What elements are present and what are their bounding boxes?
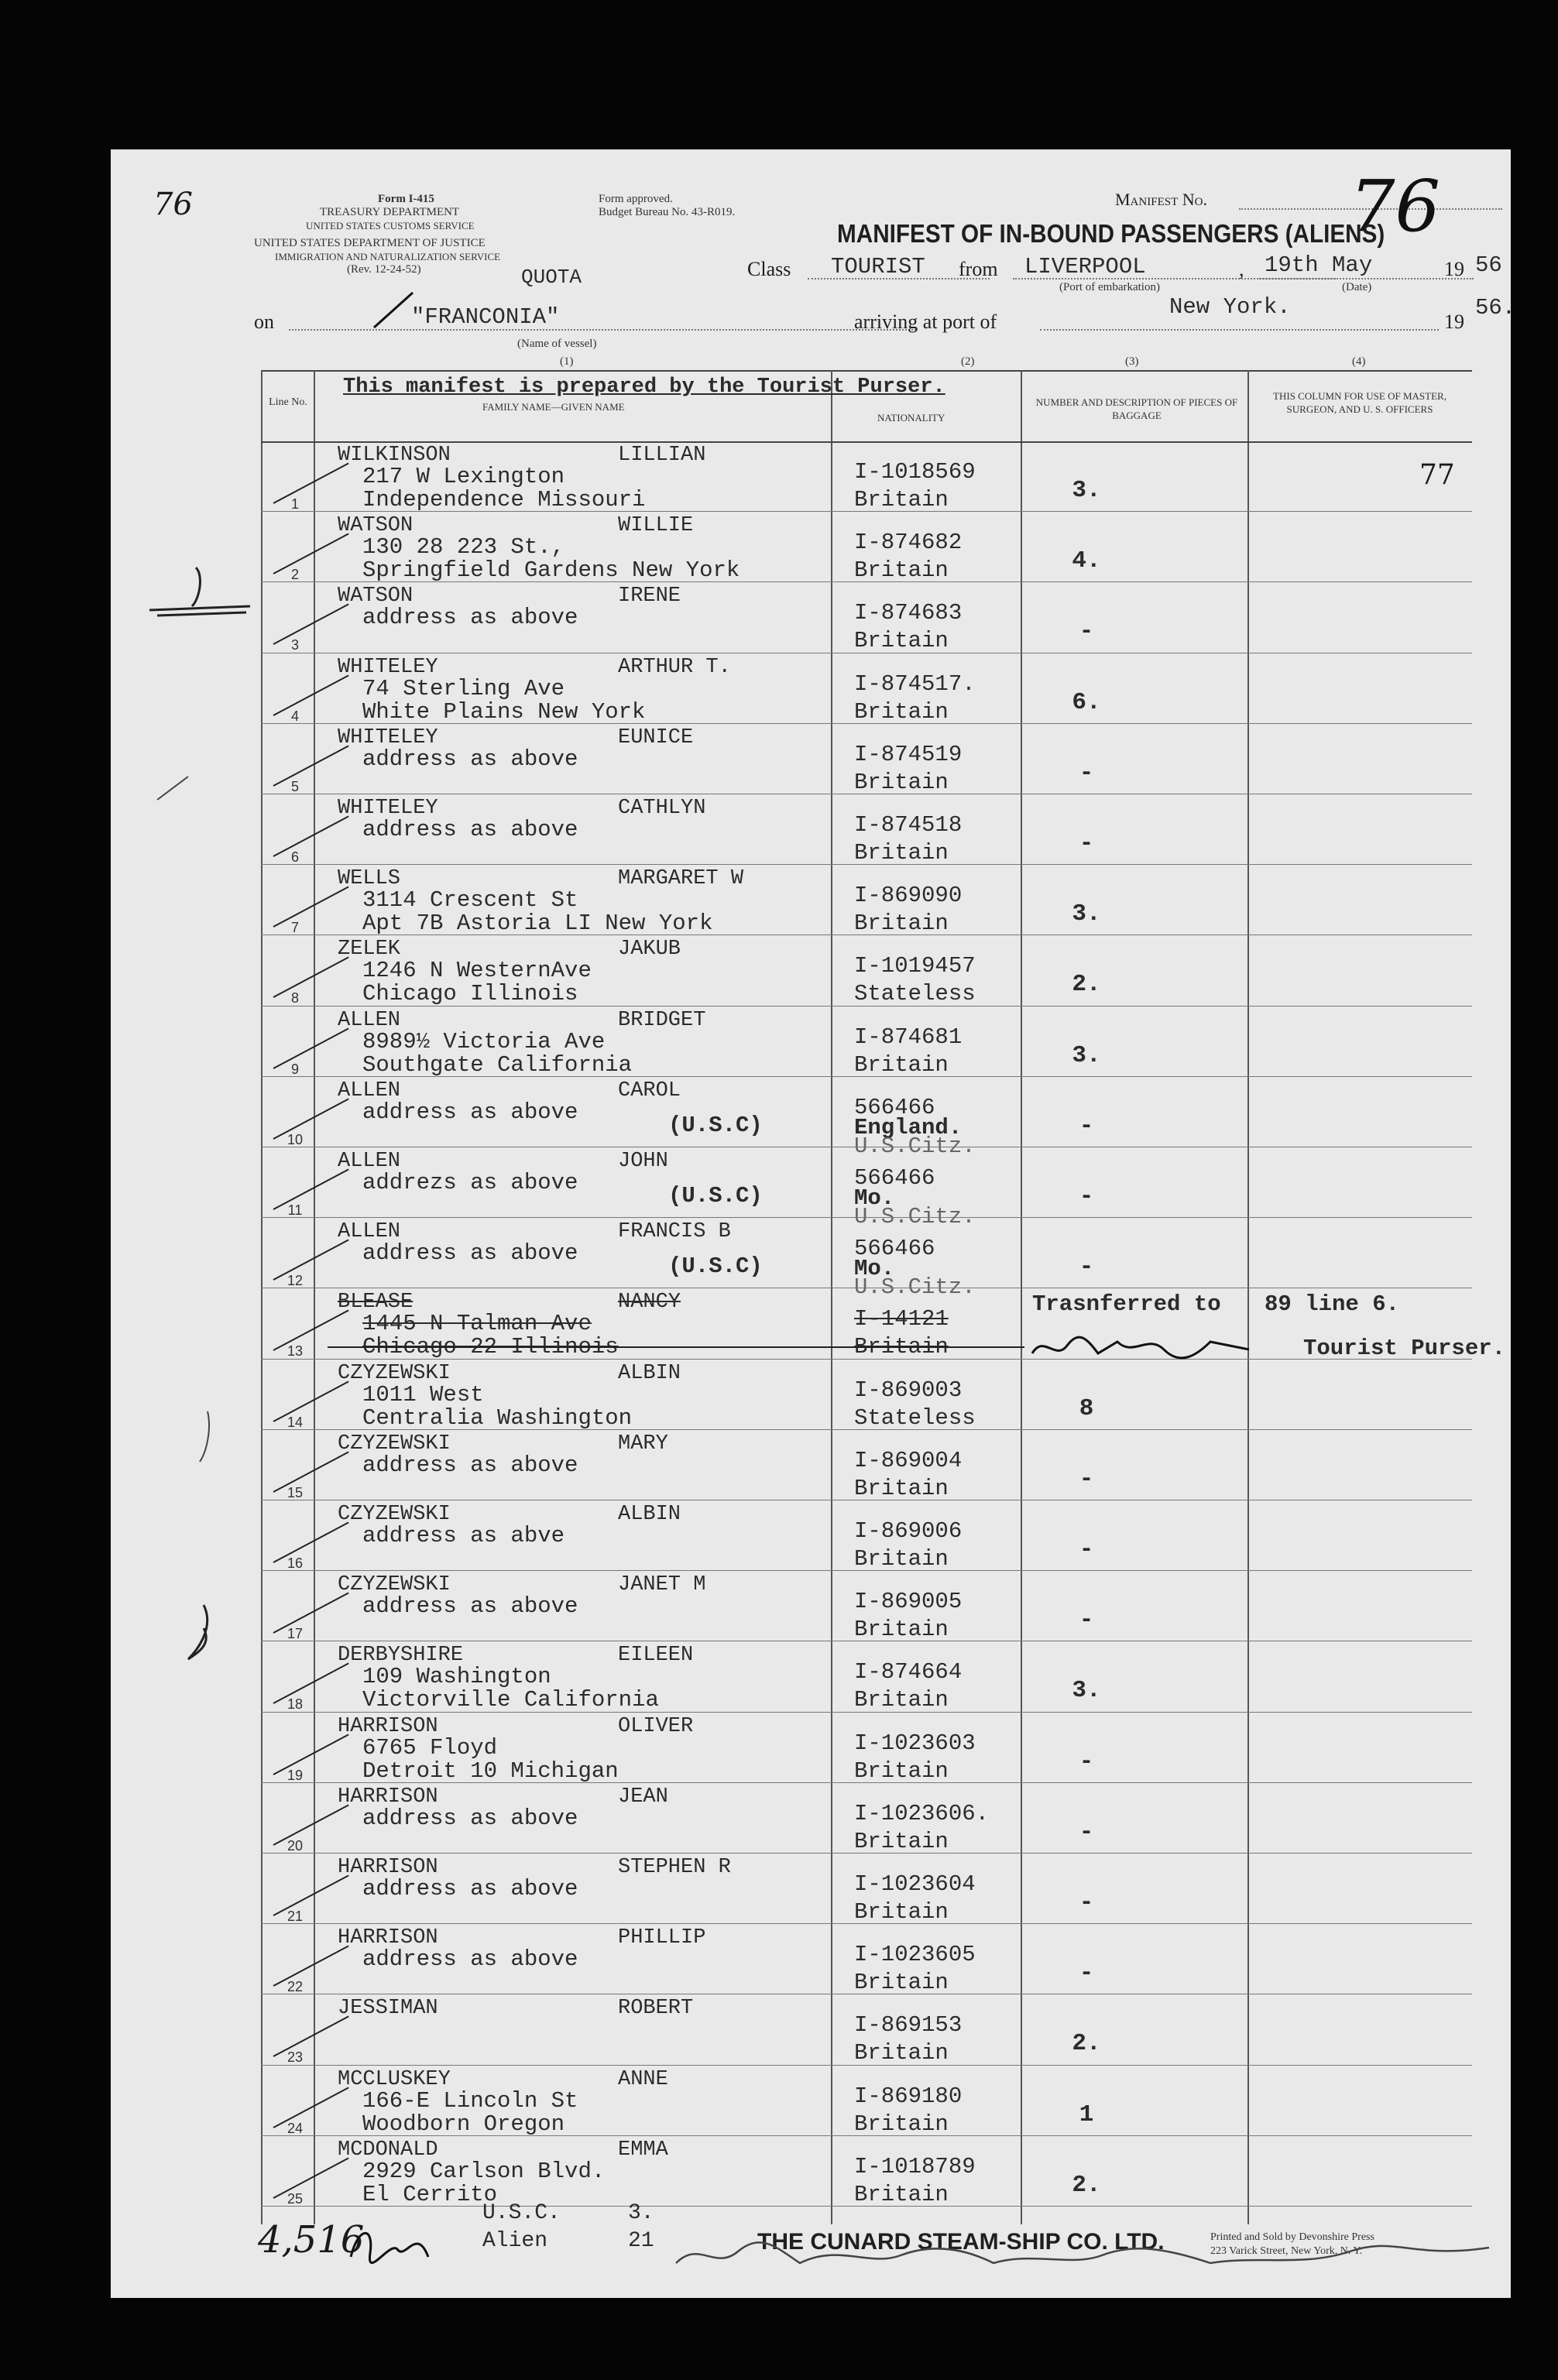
alien-registration-number: I-874519 [854, 741, 963, 767]
address-line-1: 217 W Lexington [362, 464, 565, 489]
transfer-destination: 89 line 6. [1265, 1291, 1400, 1317]
given-name: ARTHUR T. [618, 655, 731, 679]
customs-label: UNITED STATES CUSTOMS SERVICE [306, 220, 475, 231]
line-number: 22 [287, 1979, 304, 1995]
given-name: PHILLIP [618, 1926, 706, 1950]
line-number: 8 [290, 990, 299, 1007]
address-line-1: 3114 Crescent St [362, 887, 578, 914]
address-line-1: addrezs as above [362, 1170, 578, 1195]
nationality: Britain [854, 1899, 949, 1925]
treasury-label: TREASURY DEPARTMENT [320, 206, 460, 218]
alien-registration-number: I-869005 [854, 1589, 963, 1615]
line-number: 5 [290, 778, 299, 794]
table-row [111, 2066, 1511, 2137]
baggage-count: - [1079, 1465, 1094, 1493]
citizenship: U.S.Citz. [854, 1204, 976, 1229]
line-number: 2 [290, 567, 299, 583]
inspector-signature [668, 2232, 1505, 2279]
given-name: STEPHEN R [618, 1856, 731, 1879]
manifest-page: 76 Form I-415 TREASURY DEPARTMENT UNITED STATES CUSTOMS SERVICE Form approved. Budget Bureau No. 43-R019. UNITED STATES DEPARTMENT OF JUSTICE IMMIGRATION AND NATURALIZATION SERVICE (Rev. 12-24-52) QUOTA Manifest No. 76 MANIFEST OF IN-BOUND PASSENGERS (ALIENS) Class TOURIST from LIVERPOOL (Port of embarkation) , 19th May (Date) 19 56 on "FRANCONIA" (Name of vessel) arriving at port of New York. 19 56. (1) (2) (3) (4) Line No. This manifest is prepared by the Tourist Purser. FAMILY NAME—GIVEN NAME NATIONALITY NUMBER AND DESCRIPTION OF PIECES OF BAGGAGE THIS COLUMN FOR USE OF MASTER, SURGEON, AND U. S. OFFICERS 77 1 WILKINSON LILLIAN 217 W Lexington Independence Missouri I-1018569 Britain 3. 2 WATSON WILLIE 130 28 223 St., Springfield Gardens New York I-874682 Britain 4. 3 WATSON IRENE address as above I-874683 Britain - 4 WHITELEY ARTHUR T. 74 Sterling Ave White Plains New York I-874517. Britain 6. 5 WHITELEY EUNICE address as above I-874519 Britain - 6 WHITELEY CATHLYN address as above I-874518 Britain - 7 WELLS MARGARET W 3114 Crescent St Apt 7B Astoria LI New York I-869090 Britain 3. 8 ZELEK JAKUB 1246 N WesternAve Chicago Illinois I-1019457 Stateless 2. 9 ALLEN BRIDGET 8989½ Victoria Ave Southgate California I-874681 Britain 3. 10 ALLEN CAROL address as above (U.S.C) 566466 England. U.S.Citz. - 11 ALLEN JOHN addrezs as above (U.S.C) 566466 Mo. U.S.Citz. - 12 ALLEN FRANCIS B address as above (U.S.C) 566466 Mo. U.S.Citz. - 13 BLEASE NANCY 1445 N Talman Ave Chicago 22 Illinois I-14121 Britain 14 CZYZEWSKI ALBIN 1011 West Centralia Washington I-869003 Stateless 8 15 CZYZEWSKI MARY address as above I-869004 Britain - 16 CZYZEWSKI ALBIN address as abve I-869006 Britain - 17 CZYZEWSKI JANET M address as above I-869005 Britain - 18 DERBYSHIRE EILEEN 109 Washington Victorville California I-874664 Britain 3. 19 HARRISON OLIVER 6765 Floyd Detroit 10 Michigan I-1023603 Britain - 20 HARRISON JEAN address as above I-1023606. Britain - 21 HARRISON STEPHEN R address as above I-1023604 Britain - 22 HARRISON PHILLIP address as above I-1023605 Britain - 23 JESSIMAN ROBERT I-869153 Britain 2. 24 MCCLUSKEY ANNE 166-E Lincoln St Woodborn Oregon I-869180 Britain 1 25 MCDONALD EMMA 2929 Carlson Blvd. El Cerrito I-1018789 Britain 2. Trasnferred to 89 line 6. Tourist Purser. U.S.C. 3. Alien 21 THE CUNARD STEAM-SHIP CO. LTD. Printed and Sold by Devonshire Press 223 Varick Street, New York, N. Y. 4,516 [111, 149, 1511, 2298]
line-number: 11 [287, 1202, 303, 1218]
line-number: 23 [287, 2049, 304, 2066]
from-label: from [959, 258, 998, 280]
alien-registration-number: I-869004 [854, 1447, 963, 1473]
table-row [111, 1501, 1511, 1572]
col-num-2: (2) [961, 355, 975, 368]
citizenship: U.S.Citz. [854, 1133, 976, 1159]
nationality: Britain [854, 2111, 949, 2137]
year-prefix-2: 19 [1444, 310, 1464, 333]
table-row [111, 1431, 1511, 1501]
arriving-label: arriving at port of [854, 310, 997, 333]
nationality: Britain [854, 840, 949, 866]
corner-number: 76 [153, 187, 193, 222]
family-name: CZYZEWSKI [338, 1573, 451, 1597]
form-number: Form I-415 [378, 193, 434, 205]
alien-registration-number: I-874518 [854, 812, 963, 838]
transfer-note: Trasnferred to [1032, 1291, 1221, 1317]
address-line-2: Centralia Washington [362, 1404, 633, 1431]
nationality: Britain [854, 1828, 949, 1854]
row-divider [261, 723, 1472, 724]
row-divider [261, 1429, 1472, 1430]
col-num-4: (4) [1352, 355, 1366, 368]
family-name: ZELEK [338, 938, 401, 962]
table-row [111, 725, 1511, 795]
alien-registration-number: I-1023605 [854, 1942, 976, 1968]
officers-header: THIS COLUMN FOR USE OF MASTER, SURGEON, AND U. S. OFFICERS [1273, 390, 1446, 415]
line-number: 4 [290, 708, 299, 724]
given-name: MARY [618, 1432, 668, 1456]
baggage-count: - [1079, 1747, 1094, 1775]
line-number: 16 [287, 1555, 304, 1571]
table-row [111, 866, 1511, 936]
form-approved: Form approved. [599, 193, 673, 205]
alien-label: Alien [482, 2229, 548, 2253]
address-line-1: address as above [362, 1593, 578, 1620]
alien-registration-number: I-1019457 [854, 953, 976, 979]
baggage-count: 2. [1072, 2030, 1101, 2058]
nationality: Britain [854, 698, 949, 725]
baggage-header: NUMBER AND DESCRIPTION OF PIECES OF BAGGAGE [1035, 396, 1238, 421]
nationality: Stateless [854, 1404, 976, 1431]
row-divider [261, 2135, 1472, 2136]
address-line-1: 1246 N WesternAve [362, 958, 592, 984]
line-number: 25 [287, 2190, 304, 2207]
alien-registration-number: 566466 [854, 1165, 935, 1191]
printer-line-2: 223 Varick Street, New York, N. Y. [1210, 2245, 1363, 2257]
baggage-count: 8 [1079, 1394, 1094, 1422]
alien-registration-number: I-1018569 [854, 459, 976, 485]
line-number: 6 [290, 849, 299, 865]
family-name: JESSIMAN [338, 1997, 438, 2021]
row-divider [261, 1782, 1472, 1783]
family-name: DERBYSHIRE [338, 1644, 464, 1668]
printer-line-1: Printed and Sold by Devonshire Press [1210, 2231, 1374, 2243]
family-name: CZYZEWSKI [338, 1361, 451, 1385]
address-line-2: Independence Missouri [362, 487, 646, 513]
alien-registration-number: I-1023603 [854, 1730, 976, 1756]
baggage-count: - [1079, 1889, 1094, 1916]
manifest-no-label: Manifest No. [1115, 190, 1207, 209]
family-name: WELLS [338, 867, 401, 891]
address-line-2: Apt 7B Astoria LI New York [362, 911, 713, 937]
nationality: Britain [854, 557, 949, 584]
nationality: Britain [854, 1758, 949, 1784]
class-label: Class [747, 258, 791, 280]
manifest-title: MANIFEST OF IN-BOUND PASSENGERS (ALIENS) [837, 219, 1385, 248]
family-name: ALLEN [338, 1220, 401, 1244]
from-value: LIVERPOOL [1024, 254, 1146, 279]
given-name: LILLIAN [618, 444, 706, 467]
usc-marker: (U.S.C) [668, 1253, 763, 1280]
transfer-signer-title: Tourist Purser. [1303, 1336, 1506, 1361]
date-value: 19th May [1265, 252, 1373, 278]
given-name: ANNE [618, 2067, 668, 2091]
table-row [111, 1148, 1511, 1229]
baggage-count: - [1079, 1818, 1094, 1846]
given-name: IRENE [618, 585, 681, 609]
nationality: Britain [854, 1687, 949, 1713]
table-row [111, 513, 1511, 583]
address-line-1: address as above [362, 1099, 578, 1125]
vessel-caption: (Name of vessel) [517, 338, 597, 350]
citizenship: U.S.Citz. [854, 1274, 976, 1301]
table-row [111, 583, 1511, 653]
baggage-count: 3. [1072, 477, 1101, 504]
row-divider [261, 1217, 1472, 1218]
line-number: 19 [287, 1767, 304, 1783]
given-name: OLIVER [618, 1714, 694, 1738]
alien-registration-number: I-1023604 [854, 1871, 976, 1897]
margin-marks [142, 552, 266, 1930]
family-name: BLEASE [338, 1291, 414, 1315]
line-number: 14 [287, 1414, 304, 1430]
alien-registration-number: 566466 [854, 1236, 935, 1262]
nationality: Britain [854, 1051, 949, 1078]
nationality: Mo. [854, 1185, 895, 1211]
address-line-1: address as above [362, 746, 578, 772]
family-name: WATSON [338, 514, 414, 538]
address-line-1: address as above [362, 605, 578, 631]
table-row [111, 795, 1511, 866]
year-value: 56 [1475, 252, 1502, 278]
given-name: EUNICE [618, 725, 694, 749]
alien-registration-number: I-874664 [854, 1659, 963, 1686]
row-divider [261, 1570, 1472, 1571]
table-row [111, 1713, 1511, 1784]
given-name: ALBIN [618, 1503, 681, 1526]
officer-mark: 77 [1419, 459, 1455, 491]
given-name: FRANCIS B [618, 1220, 731, 1244]
address-line-2: Southgate California [362, 1051, 633, 1078]
on-label: on [254, 310, 274, 333]
address-line-2: Chicago Illinois [362, 981, 578, 1007]
family-name: HARRISON [338, 1856, 438, 1879]
given-name: CATHLYN [618, 797, 706, 820]
baggage-count: 2. [1072, 2171, 1101, 2199]
table-row [111, 654, 1511, 725]
row-divider [261, 1359, 1472, 1360]
line-number: 7 [290, 920, 299, 936]
baggage-count: 3. [1072, 1041, 1101, 1069]
nationality: Britain [854, 628, 949, 654]
baggage-count: - [1079, 1112, 1094, 1140]
baggage-count: 6. [1072, 688, 1101, 716]
baggage-count: - [1079, 1253, 1094, 1281]
family-name: CZYZEWSKI [338, 1432, 451, 1456]
alien-registration-number: I-1018789 [854, 2153, 976, 2179]
baggage-count: 3. [1072, 1677, 1101, 1705]
baggage-count: - [1079, 759, 1094, 787]
address-line-1: 1011 West [362, 1381, 484, 1408]
address-line-1: 166-E Lincoln St [362, 2087, 578, 2114]
handwritten-initials [343, 2218, 444, 2272]
line-number: 20 [287, 1837, 304, 1854]
row-divider [261, 1712, 1472, 1713]
nationality: England. [854, 1114, 963, 1140]
family-name: WHITELEY [338, 655, 438, 679]
alien-registration-number: I-869003 [854, 1377, 963, 1403]
address-line-2: Woodborn Oregon [362, 2111, 565, 2137]
nationality: Britain [854, 1475, 949, 1501]
baggage-count: - [1079, 1536, 1094, 1563]
table-row [111, 1642, 1511, 1713]
handwritten-count: 4,516 [258, 2218, 365, 2262]
table-row [111, 1219, 1511, 1301]
nationality: Britain [854, 911, 949, 937]
address-line-1: address as above [362, 1805, 578, 1831]
nationality: Stateless [854, 981, 976, 1007]
given-name: WILLIE [618, 514, 694, 538]
family-name: MCCLUSKEY [338, 2067, 451, 2091]
arrival-port: New York. [1169, 294, 1291, 320]
table-row [111, 1572, 1511, 1642]
address-line-1: 8989½ Victoria Ave [362, 1028, 606, 1055]
usc-count: 3. [628, 2201, 654, 2225]
nationality: Britain [854, 2040, 949, 2066]
given-name: JAKUB [618, 938, 681, 962]
address-line-2: Victorville California [362, 1687, 659, 1713]
alien-registration-number: I-869006 [854, 1518, 963, 1544]
alien-registration-number: I-869090 [854, 883, 963, 909]
usc-marker: (U.S.C) [668, 1183, 763, 1209]
line-number: 18 [287, 1696, 304, 1713]
row-divider [261, 581, 1472, 582]
line-number: 17 [287, 1626, 304, 1642]
address-line-1: 2929 Carlson Blvd. [362, 2158, 606, 2184]
given-name: BRIDGET [618, 1008, 706, 1032]
row-divider [261, 1853, 1472, 1854]
line-number: 9 [290, 1061, 299, 1077]
table-row [111, 442, 1511, 513]
address-line-2: Chicago 22 Illinois [362, 1334, 619, 1360]
address-line-1: 130 28 223 St., [362, 534, 565, 561]
row-divider [261, 2206, 1472, 2207]
line-no-header: Line No. [269, 396, 307, 408]
baggage-count: 4. [1072, 547, 1101, 575]
baggage-count: - [1079, 1960, 1094, 1987]
justice-label: UNITED STATES DEPARTMENT OF JUSTICE [254, 237, 486, 249]
family-name: WHITELEY [338, 797, 438, 820]
address-line-1: address as above [362, 1946, 578, 1973]
nationality: Britain [854, 487, 949, 513]
address-line-2: El Cerrito [362, 2181, 498, 2207]
alien-registration-number: I-874681 [854, 1024, 963, 1050]
family-name: ALLEN [338, 1079, 401, 1103]
given-name: MARGARET W [618, 867, 744, 891]
quota-stamp: QUOTA [521, 266, 582, 289]
given-name: ALBIN [618, 1361, 681, 1385]
line-number: 3 [290, 637, 299, 653]
row-divider [261, 1923, 1472, 1924]
address-line-1: address as above [362, 1240, 578, 1267]
line-number: 24 [287, 2120, 304, 2136]
baggage-count: - [1079, 618, 1094, 646]
budget-bureau: Budget Bureau No. 43-R019. [599, 206, 736, 218]
address-line-1: address as abve [362, 1523, 565, 1548]
address-line-1: address as above [362, 1876, 578, 1902]
table-row [111, 1784, 1511, 1854]
alien-registration-number: 566466 [854, 1094, 935, 1120]
year-value-2: 56. [1475, 295, 1516, 321]
table-row [111, 2137, 1511, 2207]
row-divider [261, 2065, 1472, 2066]
table-row [111, 1078, 1511, 1159]
table-row [111, 936, 1511, 1007]
family-name: MCDONALD [338, 2138, 438, 2162]
baggage-count: - [1079, 830, 1094, 857]
alien-registration-number: I-874517. [854, 670, 976, 697]
given-name: JEAN [618, 1785, 668, 1809]
address-line-2: Detroit 10 Michigan [362, 1758, 619, 1784]
address-line-1: address as above [362, 1452, 578, 1478]
company-name: THE CUNARD STEAM-SHIP CO. LTD. [757, 2229, 1165, 2255]
row-divider [261, 864, 1472, 865]
manifest-number: 76 [1350, 165, 1441, 248]
nationality: Britain [854, 2181, 949, 2207]
table-row [111, 1995, 1511, 2066]
baggage-count: - [1079, 1183, 1094, 1210]
alien-registration-number: I-14121 [854, 1306, 949, 1332]
address-line-2: White Plains New York [362, 698, 646, 725]
col-num-1: (1) [560, 355, 574, 368]
table-row [111, 1854, 1511, 1925]
nationality: Britain [854, 1546, 949, 1572]
family-name: HARRISON [338, 1714, 438, 1738]
row-divider [261, 511, 1472, 512]
address-line-1: 6765 Floyd [362, 1734, 498, 1761]
given-name: CAROL [618, 1079, 681, 1103]
table-row [111, 1007, 1511, 1078]
alien-registration-number: I-874682 [854, 530, 963, 556]
line-number: 1 [290, 496, 299, 512]
baggage-count: - [1079, 1607, 1094, 1634]
header-tick-marks [366, 289, 428, 335]
family-name: ALLEN [338, 1008, 401, 1032]
usc-marker: (U.S.C) [668, 1112, 763, 1138]
nationality: Britain [854, 1970, 949, 1996]
class-value: TOURIST [831, 254, 925, 279]
alien-registration-number: I-869180 [854, 2083, 963, 2109]
nationality: Mo. [854, 1256, 895, 1282]
family-name: WILKINSON [338, 444, 451, 467]
family-name: WATSON [338, 585, 414, 609]
col-num-3: (3) [1125, 355, 1139, 368]
row-divider [261, 1076, 1472, 1077]
nationality: Britain [854, 1334, 949, 1360]
alien-registration-number: I-1023606. [854, 1800, 990, 1826]
line-number: 21 [287, 1908, 304, 1924]
given-name: EILEEN [618, 1644, 694, 1668]
purser-signature [1024, 1326, 1257, 1369]
date-caption: (Date) [1342, 281, 1372, 293]
baggage-count: 3. [1072, 900, 1101, 928]
table-row [111, 1925, 1511, 1995]
alien-count: 21 [628, 2229, 654, 2253]
family-name: CZYZEWSKI [338, 1503, 451, 1526]
family-name: HARRISON [338, 1785, 438, 1809]
usc-label: U.S.C. [482, 2201, 561, 2225]
nationality-header: NATIONALITY [877, 412, 945, 424]
nationality: Britain [854, 1617, 949, 1643]
family-name: ALLEN [338, 1150, 401, 1173]
line-number: 15 [287, 1484, 304, 1500]
given-name: NANCY [618, 1291, 681, 1315]
address-line-1: 1445 N Talman Ave [362, 1311, 592, 1337]
given-name: EMMA [618, 2138, 668, 2162]
given-name: JANET M [618, 1573, 706, 1597]
nationality: Britain [854, 769, 949, 795]
vessel-name: "FRANCONIA" [411, 304, 560, 330]
baggage-count: 1 [1079, 2101, 1094, 2128]
address-line-1: address as above [362, 817, 578, 842]
cancel-strike [328, 1346, 1024, 1348]
baggage-count: 2. [1072, 971, 1101, 999]
table-row [111, 1360, 1511, 1431]
line-number: 13 [287, 1343, 304, 1360]
line-number: 10 [287, 1131, 304, 1147]
line-number: 12 [287, 1273, 304, 1289]
address-line-1: 109 Washington [362, 1664, 551, 1690]
family-name: WHITELEY [338, 725, 438, 749]
ins-label: IMMIGRATION AND NATURALIZATION SERVICE [275, 251, 501, 262]
given-name: ROBERT [618, 1997, 694, 2021]
address-line-1: 74 Sterling Ave [362, 675, 565, 701]
alien-registration-number: I-874683 [854, 600, 963, 626]
name-header: FAMILY NAME—GIVEN NAME [482, 401, 625, 413]
row-divider [261, 1006, 1472, 1007]
address-line-2: Springfield Gardens New York [362, 557, 740, 584]
family-name: HARRISON [338, 1926, 438, 1950]
revision-label: (Rev. 12-24-52) [347, 263, 421, 276]
port-embark-caption: (Port of embarkation) [1059, 281, 1160, 293]
prepared-note: This manifest is prepared by the Tourist Purser. [343, 376, 945, 399]
alien-registration-number: I-869153 [854, 2012, 963, 2039]
given-name: JOHN [618, 1150, 668, 1173]
year-prefix: 19 [1444, 258, 1464, 280]
